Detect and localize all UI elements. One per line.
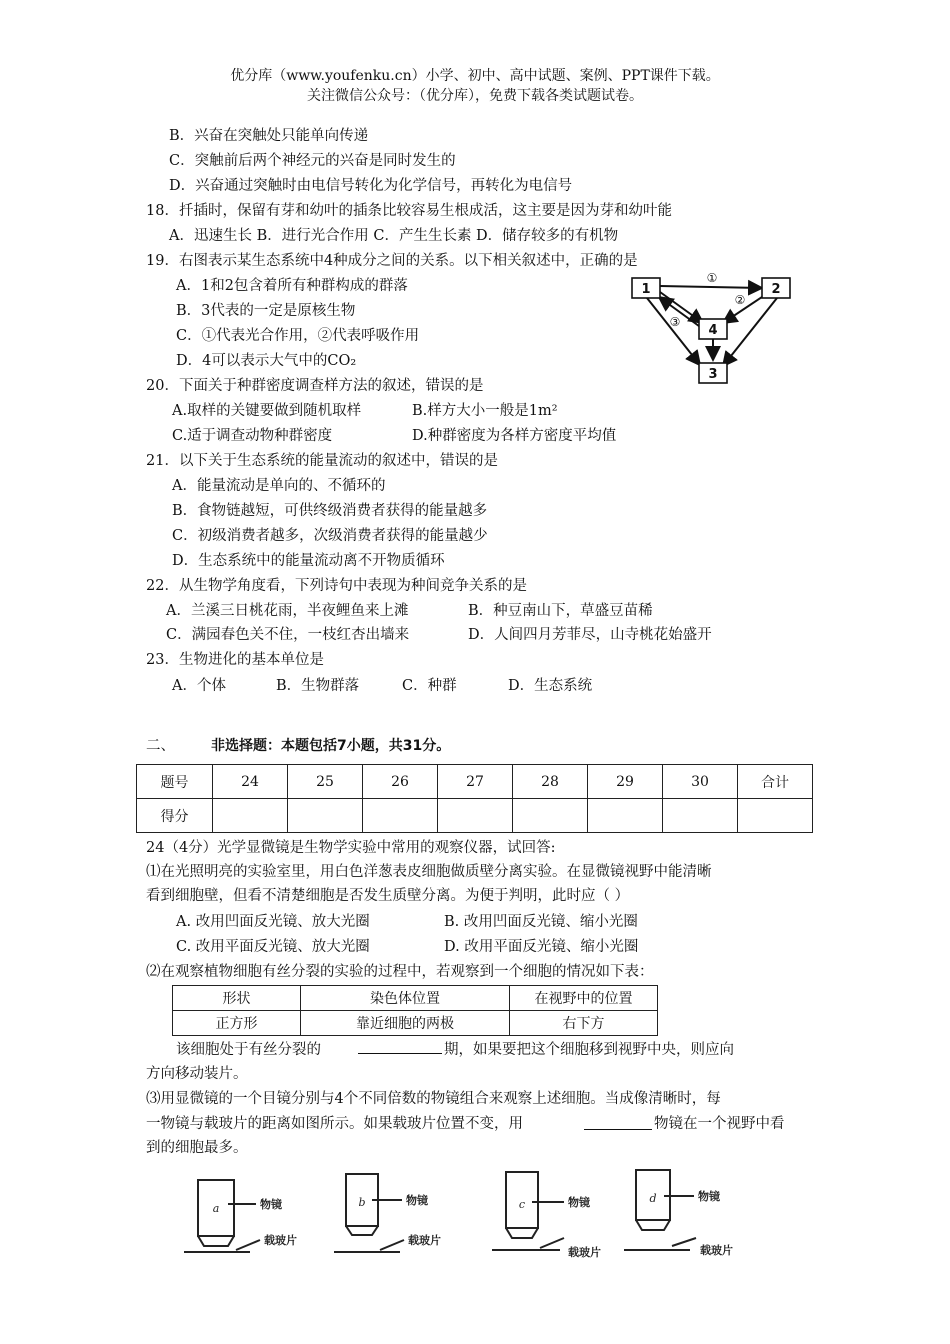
q24-option-c: C. 改用平面反光镜、放大光圈 [176, 939, 370, 955]
score-cell[interactable] [663, 799, 738, 833]
q20-option-c: C.适于调查动物种群密度 [172, 428, 333, 444]
q20-option-d: D.种群密度为各样方密度平均值 [412, 428, 617, 444]
score-col-24: 24 [213, 765, 288, 799]
q21-stem: 21．以下关于生态系统的能量流动的叙述中，错误的是 [146, 453, 498, 469]
score-col-29: 29 [588, 765, 663, 799]
q21-option-a: A．能量流动是单向的、不循环的 [172, 478, 386, 494]
objective-label-b: 物镜 [406, 1194, 428, 1207]
q22-option-c: C．满园春色关不住，一枝红杏出墙来 [166, 627, 410, 643]
q22-stem: 22．从生物学角度看，下列诗句中表现为种间竞争关系的是 [146, 578, 527, 594]
q17-option-b: B．兴奋在突触处只能单向传递 [169, 128, 369, 144]
objective-label-a: 物镜 [260, 1198, 282, 1211]
header-line-1: 优分库（www.youfenku.cn）小学、初中、高中试题、案例、PPT课件下载。 [230, 68, 720, 84]
objective-letter-b: b [358, 1196, 366, 1209]
objective-c [492, 1172, 564, 1250]
objective-letter-d: d [649, 1192, 657, 1205]
q24-option-d: D. 改用平面反光镜、缩小光圈 [444, 939, 639, 955]
node-label-2: 2 [771, 282, 781, 297]
score-table-label-score: 得分 [137, 799, 213, 833]
process-label-2: ② [734, 293, 746, 307]
objective-a [184, 1180, 260, 1252]
q19-option-c: C．①代表光合作用，②代表呼吸作用 [176, 328, 420, 344]
slide-label-c: 载玻片 [568, 1246, 601, 1259]
q17-option-d: D．兴奋通过突触时由电信号转化为化学信号，再转化为电信号 [169, 178, 573, 194]
q17-option-c: C．突触前后两个神经元的兴奋是同时发生的 [169, 153, 456, 169]
q22-option-d: D．人间四月芳菲尽，山寺桃花始盛开 [468, 627, 712, 643]
slide-label-d: 载玻片 [700, 1244, 733, 1257]
q21-option-b: B．食物链越短，可供终级消费者获得的能量越多 [172, 503, 488, 519]
q20-option-b: B.样方大小一般是1m² [412, 403, 558, 419]
q24-part2: ⑵在观察植物细胞有丝分裂的实验的过程中，若观察到一个细胞的情况如下表： [146, 964, 654, 980]
objective-letter-a: a [212, 1202, 220, 1215]
q24-stem: 24（4分）光学显微镜是生物学实验中常用的观察仪器，试回答: [146, 840, 556, 856]
q23-option-a: A．个体 [172, 678, 226, 694]
objective-d [624, 1170, 696, 1250]
q20-stem: 20．下面关于种群密度调查样方法的叙述，错误的是 [146, 378, 484, 394]
q20-option-a: A.取样的关键要做到随机取样 [172, 403, 362, 419]
score-col-28: 28 [513, 765, 588, 799]
q24-part2b-text-1: 该细胞处于有丝分裂的 [176, 1042, 321, 1058]
q19-stem: 19．右图表示某生态系统中4种成分之间的关系。以下相关叙述中，正确的是 [146, 253, 638, 269]
header-line-2: 关注微信公众号：（优分库），免费下载各类试题试卷。 [307, 88, 643, 104]
q24-part2c: 方向移动装片。 [146, 1066, 248, 1082]
arrow-4-to-1 [659, 297, 703, 329]
q24-part3-line1: ⑶用显微镜的一个目镜分别与4个不同倍数的物镜组合来观察上述细胞。当成像清晰时，每 [146, 1091, 721, 1107]
cell-observation-table [172, 985, 658, 1036]
score-cell[interactable] [738, 799, 813, 833]
score-col-30: 30 [663, 765, 738, 799]
score-table-header-row [137, 765, 813, 799]
ecosystem-diagram [628, 266, 798, 386]
score-cell[interactable] [363, 799, 438, 833]
cell-table-header-position: 在视野中的位置 [510, 986, 658, 1011]
section-2-title: 非选择题：本题包括7小题，共31分。 [211, 738, 451, 754]
q19-option-d: D．4可以表示大气中的CO₂ [176, 353, 357, 369]
node-label-3: 3 [708, 367, 718, 382]
q24-option-a: A. 改用凹面反光镜、放大光圈 [176, 914, 370, 930]
score-col-25: 25 [288, 765, 363, 799]
q21-option-c: C．初级消费者越多，次级消费者获得的能量越少 [172, 528, 488, 544]
arrow-2-to-3 [723, 298, 777, 366]
process-label-1: ① [706, 271, 718, 285]
q24-part1-line2: 看到细胞壁，但看不清楚细胞是否发生质壁分离。为便于判明，此时应（ ） [146, 888, 630, 904]
slide-label-a: 载玻片 [264, 1234, 297, 1247]
cell-table-header-shape: 形状 [173, 986, 301, 1011]
q24-part1-line1: ⑴在光照明亮的实验室里，用白色洋葱表皮细胞做质壁分离实验。在显微镜视野中能清晰 [146, 864, 712, 880]
blank-objective[interactable] [584, 1129, 652, 1130]
score-table-label-question: 题号 [137, 765, 213, 799]
score-cell[interactable] [513, 799, 588, 833]
score-cell[interactable] [213, 799, 288, 833]
q23-option-b: B．生物群落 [276, 678, 360, 694]
objective-lens-figure [180, 1166, 770, 1266]
score-col-27: 27 [438, 765, 513, 799]
q19-option-b: B．3代表的一定是原核生物 [176, 303, 356, 319]
score-cell[interactable] [438, 799, 513, 833]
q24-part2b-text-2: 期，如果要把这个细胞移到视野中央，则应向 [444, 1042, 734, 1058]
score-col-total: 合计 [738, 765, 813, 799]
score-table [136, 764, 813, 833]
cell-table-header-chromosome: 染色体位置 [301, 986, 510, 1011]
score-table-score-row [137, 799, 813, 833]
q24-part3-line3: 到的细胞最多。 [146, 1140, 248, 1156]
objective-label-c: 物镜 [568, 1196, 590, 1209]
score-cell[interactable] [288, 799, 363, 833]
arrow-1-to-4 [660, 292, 703, 323]
cell-table-shape: 正方形 [173, 1011, 301, 1036]
q23-option-c: C．种群 [402, 678, 457, 694]
q21-option-d: D．生态系统中的能量流动离不开物质循环 [172, 553, 445, 569]
cell-table-position: 右下方 [510, 1011, 658, 1036]
q23-option-d: D．生态系统 [508, 678, 593, 694]
section-2-number: 二、 [146, 738, 175, 754]
slide-label-b: 载玻片 [408, 1234, 441, 1247]
objective-label-d: 物镜 [698, 1190, 720, 1203]
objective-letter-c: c [518, 1198, 526, 1211]
q24-part3-line2b: 物镜在一个视野中看 [654, 1116, 785, 1132]
q22-option-b: B．种豆南山下，草盛豆苗稀 [468, 603, 653, 619]
node-label-4: 4 [708, 323, 718, 338]
q22-option-a: A．兰溪三日桃花雨，半夜鲤鱼来上滩 [166, 603, 409, 619]
q18-options: A．迅速生长 B．进行光合作用 C．产生生长素 D．储存较多的有机物 [169, 228, 619, 244]
cell-table-chromosome: 靠近细胞的两极 [301, 1011, 510, 1036]
node-label-1: 1 [641, 282, 651, 297]
blank-phase[interactable] [358, 1053, 442, 1054]
score-cell[interactable] [588, 799, 663, 833]
q24-option-b: B. 改用凹面反光镜、缩小光圈 [444, 914, 638, 930]
q24-part3-line2a: 一物镜与载玻片的距离如图所示。如果载玻片位置不变，用 [146, 1116, 523, 1132]
process-label-3: ③ [669, 315, 681, 329]
score-col-26: 26 [363, 765, 438, 799]
q23-stem: 23．生物进化的基本单位是 [146, 652, 324, 668]
arrow-1-to-2 [660, 286, 762, 288]
objective-b [334, 1174, 404, 1252]
q18-stem: 18．扦插时，保留有芽和幼叶的插条比较容易生根成活，这主要是因为芽和幼叶能 [146, 203, 672, 219]
q19-option-a: A．1和2包含着所有种群构成的群落 [176, 278, 408, 294]
